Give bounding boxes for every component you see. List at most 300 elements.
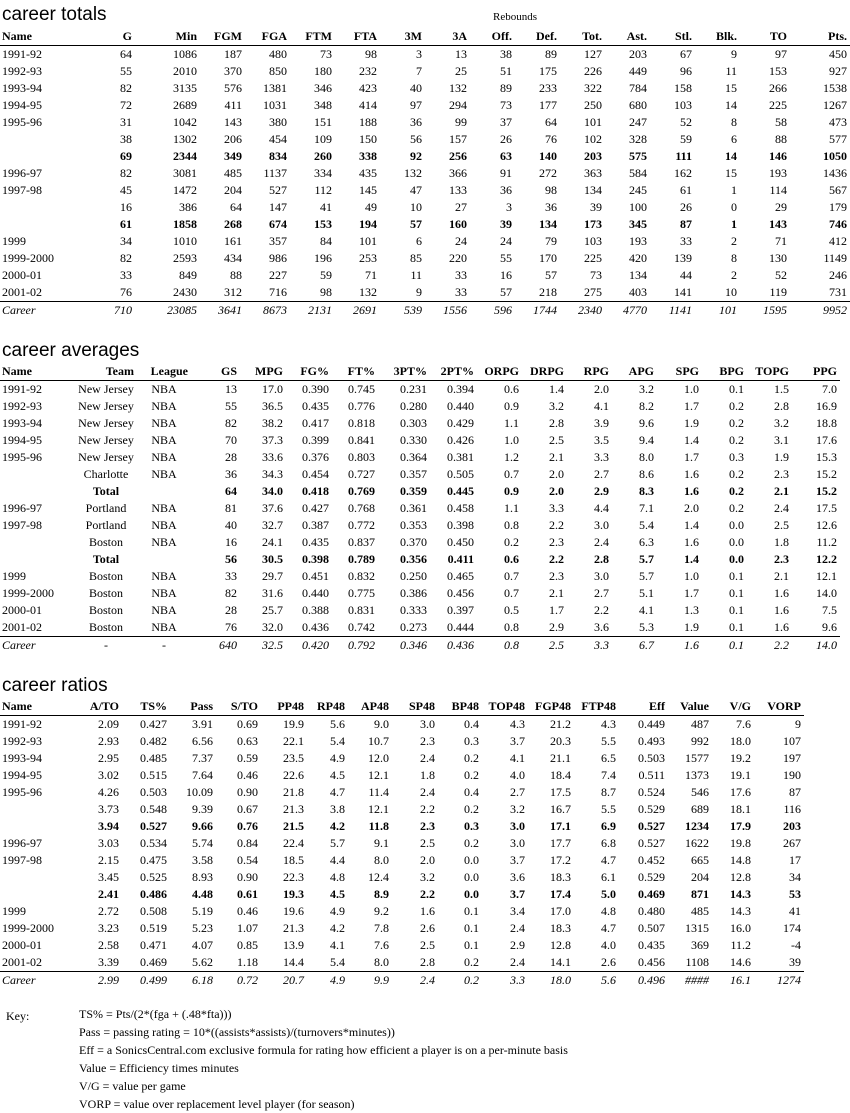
table-cell: 0.503 <box>638 751 665 765</box>
table-cell: 204 <box>224 183 242 197</box>
table-cell: 55 <box>225 399 237 413</box>
table-cell: 17.4 <box>550 887 571 901</box>
table-cell: 731 <box>829 285 847 299</box>
table-cell: 2.5 <box>420 836 435 850</box>
table-cell: 17.5 <box>816 501 837 515</box>
table-cell: 0.2 <box>504 535 519 549</box>
table-cell: 2344 <box>173 149 197 163</box>
table-cell: 0.3 <box>464 734 479 748</box>
table-cell: 53 <box>789 887 801 901</box>
table-cell: 3.6 <box>510 870 525 884</box>
table-cell <box>0 199 80 216</box>
table-cell: 3.5 <box>594 433 609 447</box>
table-cell: 927 <box>829 64 847 78</box>
table-cell: 370 <box>224 64 242 78</box>
table-cell: 5.1 <box>639 586 654 600</box>
table-cell: 24.1 <box>262 535 283 549</box>
column-header: PPG <box>792 363 840 381</box>
table-cell: 0.2 <box>464 836 479 850</box>
table-cell: 8.9 <box>374 887 389 901</box>
table-cell: 0.346 <box>378 637 430 655</box>
table-cell: 233 <box>539 81 557 95</box>
table-cell: 0.63 <box>237 734 258 748</box>
table-cell: 328 <box>629 132 647 146</box>
table-cell: 2.8 <box>549 416 564 430</box>
column-header: League <box>137 363 191 381</box>
table-cell: 2.8 <box>594 552 609 566</box>
table-cell: 986 <box>269 251 287 265</box>
table-cell: 584 <box>629 166 647 180</box>
table-cell: 0.398 <box>302 552 329 566</box>
table-cell: 23085 <box>135 302 200 320</box>
table-cell: 1538 <box>823 81 847 95</box>
table-cell: 2.3 <box>774 467 789 481</box>
table-cell: 1373 <box>685 768 709 782</box>
table-cell: 0.768 <box>348 501 375 515</box>
table-cell: 2.0 <box>684 501 699 515</box>
table-cell: 22.6 <box>283 768 304 782</box>
table-cell: 141 <box>674 285 692 299</box>
table-cell: NBA <box>151 518 177 532</box>
table-cell: - <box>75 637 137 655</box>
table-cell: 3.73 <box>98 802 119 816</box>
table-cell: 33 <box>225 569 237 583</box>
table-cell: 9.2 <box>374 904 389 918</box>
table-cell: 19.9 <box>283 717 304 731</box>
table-cell: 0.475 <box>140 853 167 867</box>
table-cell: 9.1 <box>374 836 389 850</box>
table-cell: 71 <box>365 268 377 282</box>
table-cell: 0.280 <box>400 399 427 413</box>
table-cell: 64 <box>120 47 132 61</box>
table-cell: 3.8 <box>330 802 345 816</box>
table-cell: 0.527 <box>638 819 665 833</box>
table-cell: 37 <box>500 115 512 129</box>
table-cell: 2.0 <box>420 853 435 867</box>
table-cell: 0.2 <box>729 501 744 515</box>
table-cell: 1031 <box>263 98 287 112</box>
table-cell: NBA <box>151 450 177 464</box>
table-cell: 6.8 <box>601 836 616 850</box>
table-cell: 15.2 <box>816 484 837 498</box>
table-cell: 8673 <box>245 302 290 320</box>
table-cell: 4.1 <box>330 938 345 952</box>
table-cell: 473 <box>829 115 847 129</box>
table-cell: 160 <box>449 217 467 231</box>
table-cell: 30.5 <box>262 552 283 566</box>
table-cell: 1381 <box>263 81 287 95</box>
table-cell: 1993-94 <box>2 416 42 430</box>
table-cell: 247 <box>629 115 647 129</box>
table-cell: 1.6 <box>684 535 699 549</box>
table-row <box>0 284 850 302</box>
table-cell: 267 <box>783 836 801 850</box>
table-cell: 11.2 <box>816 535 837 549</box>
table-cell: 1.9 <box>684 416 699 430</box>
table-cell: 7 <box>416 64 422 78</box>
table-cell: 196 <box>314 251 332 265</box>
table-cell: 3.3 <box>594 450 609 464</box>
table-cell: 2.9 <box>549 620 564 634</box>
table-cell: 45 <box>120 183 132 197</box>
table-cell: 21.3 <box>283 802 304 816</box>
table-cell: 7.6 <box>374 938 389 952</box>
table-cell: 0.330 <box>400 433 427 447</box>
table-cell: 206 <box>224 132 242 146</box>
table-cell: 132 <box>404 166 422 180</box>
table-cell: 6.1 <box>601 870 616 884</box>
table-cell: 4.0 <box>510 768 525 782</box>
table-cell: 82 <box>225 586 237 600</box>
table-cell: 18.4 <box>550 768 571 782</box>
table-cell: 8.3 <box>639 484 654 498</box>
table-row <box>0 733 804 750</box>
table-cell: 0.454 <box>302 467 329 481</box>
table-cell: 47 <box>410 183 422 197</box>
column-header: FTP48 <box>574 698 619 716</box>
table-cell: 1995-96 <box>2 785 42 799</box>
table-cell: 2.1 <box>549 450 564 464</box>
table-cell: 139 <box>674 251 692 265</box>
table-cell: 11.4 <box>368 785 389 799</box>
table-cell: 2 <box>731 268 737 282</box>
table-cell: 1991-92 <box>2 382 42 396</box>
table-cell: 2.99 <box>65 972 122 990</box>
table-cell: 357 <box>269 234 287 248</box>
table-cell: 1.1 <box>504 416 519 430</box>
table-cell: 386 <box>179 200 197 214</box>
table-cell: 28 <box>225 450 237 464</box>
key-line-vorp: VORP = value over replacement level player (for season) <box>79 1097 355 1111</box>
table-cell: 0.46 <box>237 904 258 918</box>
table-cell: 2.4 <box>420 751 435 765</box>
table-cell: 91 <box>500 166 512 180</box>
table-row <box>0 534 840 551</box>
table-cell: 1.7 <box>684 450 699 464</box>
table-cell: 16.0 <box>730 921 751 935</box>
column-header: TOPG <box>747 363 792 381</box>
table-cell: 79 <box>545 234 557 248</box>
table-cell: 1137 <box>263 166 287 180</box>
table-cell: 16.9 <box>816 399 837 413</box>
table-cell: 17.0 <box>262 382 283 396</box>
table-cell: 69 <box>120 149 132 163</box>
table-cell: 1997-98 <box>2 853 42 867</box>
table-cell: 0.471 <box>140 938 167 952</box>
table-cell: 22.1 <box>283 734 304 748</box>
table-cell: 250 <box>584 98 602 112</box>
table-cell: 3641 <box>200 302 245 320</box>
table-row <box>0 835 804 852</box>
table-cell: 403 <box>629 285 647 299</box>
table-row <box>0 568 840 585</box>
table-cell: 98 <box>320 285 332 299</box>
table-cell: 203 <box>629 47 647 61</box>
table-cell: 0.841 <box>348 433 375 447</box>
table-cell: 133 <box>449 183 467 197</box>
table-cell: 0.46 <box>237 768 258 782</box>
table-cell: 37.3 <box>262 433 283 447</box>
table-cell: 14 <box>725 149 737 163</box>
table-cell: 12.0 <box>368 751 389 765</box>
table-cell: 1042 <box>173 115 197 129</box>
table-cell: 1.5 <box>774 382 789 396</box>
column-header: Value <box>668 698 712 716</box>
table-cell: Boston <box>88 535 123 549</box>
table-cell: 87 <box>680 217 692 231</box>
table-cell: 2.5 <box>420 938 435 952</box>
table-cell: 0.776 <box>348 399 375 413</box>
table-cell: NBA <box>151 433 177 447</box>
table-cell: 7.8 <box>374 921 389 935</box>
table-cell: 179 <box>829 200 847 214</box>
table-cell: 1050 <box>823 149 847 163</box>
table-cell: 0.7 <box>504 586 519 600</box>
table-cell: 14.0 <box>792 637 840 655</box>
table-cell: 24 <box>455 234 467 248</box>
table-cell: 849 <box>179 268 197 282</box>
table-cell: 3.7 <box>510 887 525 901</box>
table-cell: 97 <box>410 98 422 112</box>
table-row <box>0 80 850 97</box>
table-cell: 414 <box>359 98 377 112</box>
table-cell: 1999-2000 <box>2 586 54 600</box>
table-cell: 256 <box>449 149 467 163</box>
table-row <box>0 165 850 182</box>
table-cell: NBA <box>151 586 177 600</box>
table-cell: 784 <box>629 81 647 95</box>
table-cell: 5.5 <box>601 802 616 816</box>
table-cell: 7.0 <box>822 382 837 396</box>
table-cell: 2000-01 <box>2 603 42 617</box>
table-cell: 1595 <box>740 302 790 320</box>
column-header: Blk. <box>695 28 740 46</box>
table-cell: 0.493 <box>638 734 665 748</box>
table-cell: 15 <box>725 81 737 95</box>
table-cell: 1436 <box>823 166 847 180</box>
table-cell: 33 <box>455 268 467 282</box>
table-cell: 0.2 <box>464 768 479 782</box>
table-cell: 480 <box>269 47 287 61</box>
table-cell: 420 <box>629 251 647 265</box>
column-header: BPG <box>702 363 747 381</box>
table-cell <box>0 801 65 818</box>
table-cell: 26 <box>680 200 692 214</box>
table-cell: 260 <box>314 149 332 163</box>
table-cell: 2.3 <box>420 819 435 833</box>
column-header: FGP48 <box>528 698 574 716</box>
table-cell: 1302 <box>173 132 197 146</box>
table-cell: 1 <box>731 183 737 197</box>
table-cell: 1996-97 <box>2 166 42 180</box>
key-line-ts: TS% = Pts/(2*(fga + (.48*fta))) <box>79 1007 232 1021</box>
table-cell: 44 <box>680 268 692 282</box>
table-cell: 992 <box>691 734 709 748</box>
table-cell: 2.8 <box>774 399 789 413</box>
table-cell: 16 <box>500 268 512 282</box>
table-cell: 3.7 <box>510 853 525 867</box>
table-cell: 338 <box>359 149 377 163</box>
table-cell: 13 <box>455 47 467 61</box>
table-cell: 1.0 <box>684 569 699 583</box>
table-cell: 52 <box>775 268 787 282</box>
table-cell: 41 <box>789 904 801 918</box>
table-cell: 294 <box>449 98 467 112</box>
table-cell: 0.450 <box>447 535 474 549</box>
table-cell: 0.3 <box>464 819 479 833</box>
table-cell: 2.4 <box>510 921 525 935</box>
table-cell: 2.5 <box>522 637 567 655</box>
table-cell: 1.6 <box>774 603 789 617</box>
column-header: AP48 <box>348 698 392 716</box>
table-cell: 2.7 <box>594 586 609 600</box>
table-cell: 100 <box>629 200 647 214</box>
table-cell: 2.4 <box>392 972 438 990</box>
table-cell: 369 <box>691 938 709 952</box>
key-line-vg: V/G = value per game <box>79 1079 186 1093</box>
table-cell: 187 <box>224 47 242 61</box>
table-cell: 0.496 <box>619 972 668 990</box>
table-cell: 0.0 <box>729 535 744 549</box>
table-cell: 134 <box>629 268 647 282</box>
table-cell: 322 <box>584 81 602 95</box>
table-cell: 82 <box>120 251 132 265</box>
table-cell: 4.8 <box>330 870 345 884</box>
table-cell: 3.2 <box>549 399 564 413</box>
table-cell: NBA <box>151 535 177 549</box>
table-cell: 0.452 <box>638 853 665 867</box>
table-cell: 150 <box>359 132 377 146</box>
table-cell: 73 <box>500 98 512 112</box>
table-row <box>0 716 804 734</box>
table-cell: 0.0 <box>729 518 744 532</box>
table-cell: 0.435 <box>638 938 665 952</box>
column-header: 3PT% <box>378 363 430 381</box>
table-cell: 1.6 <box>774 620 789 634</box>
table-cell: 14.3 <box>730 904 751 918</box>
table-cell: 3.02 <box>98 768 119 782</box>
table-cell: 2.2 <box>420 887 435 901</box>
table-cell: 871 <box>691 887 709 901</box>
table-cell: NBA <box>151 399 177 413</box>
table-cell: 34 <box>120 234 132 248</box>
table-row <box>0 250 850 267</box>
table-cell: 0.61 <box>237 887 258 901</box>
table-cell: 56 <box>410 132 422 146</box>
table-cell: 0.333 <box>400 603 427 617</box>
table-cell: 0.420 <box>286 637 332 655</box>
table-cell: 31.6 <box>262 586 283 600</box>
table-cell: 225 <box>584 251 602 265</box>
table-cell: 346 <box>314 81 332 95</box>
table-cell: 5.7 <box>330 836 345 850</box>
column-header: 3A <box>425 28 470 46</box>
table-cell: Career <box>0 302 80 320</box>
table-cell: 67 <box>680 47 692 61</box>
table-cell: 8.6 <box>639 467 654 481</box>
table-cell: 0.399 <box>302 433 329 447</box>
table-cell: 84 <box>320 234 332 248</box>
table-cell: 0.1 <box>729 603 744 617</box>
table-cell: 0.499 <box>122 972 170 990</box>
table-cell: 8.7 <box>601 785 616 799</box>
table-cell: 17.7 <box>550 836 571 850</box>
table-cell: 4.26 <box>98 785 119 799</box>
table-cell: 576 <box>224 81 242 95</box>
table-cell: NBA <box>151 382 177 396</box>
table-cell: 12.4 <box>368 870 389 884</box>
table-cell: 36.5 <box>262 399 283 413</box>
table-cell <box>0 131 80 148</box>
column-header: RP48 <box>307 698 348 716</box>
table-cell: 0.361 <box>400 501 427 515</box>
table-cell: 3.91 <box>192 717 213 731</box>
table-cell: 2.3 <box>420 734 435 748</box>
table-cell: 0.84 <box>237 836 258 850</box>
table-cell: 0.76 <box>237 819 258 833</box>
table-cell: 5.4 <box>330 955 345 969</box>
table-cell: 9.9 <box>348 972 392 990</box>
table-cell: 17.6 <box>730 785 751 799</box>
table-cell: 2.58 <box>98 938 119 952</box>
table-cell: 4770 <box>605 302 650 320</box>
table-cell: 1 <box>731 217 737 231</box>
table-cell: 0.837 <box>348 535 375 549</box>
table-cell: 10 <box>725 285 737 299</box>
table-row <box>0 517 840 534</box>
table-cell: 2.1 <box>774 569 789 583</box>
table-cell: 850 <box>269 64 287 78</box>
table-cell: 4.9 <box>330 904 345 918</box>
table-cell: 116 <box>783 802 801 816</box>
table-cell: 4.48 <box>192 887 213 901</box>
table-cell: 132 <box>449 81 467 95</box>
table-cell: New Jersey <box>78 450 134 464</box>
table-cell: 226 <box>584 64 602 78</box>
table-row <box>0 920 804 937</box>
table-cell: 76 <box>225 620 237 634</box>
table-cell: 36 <box>225 467 237 481</box>
table-cell: 37.6 <box>262 501 283 515</box>
table-cell: 107 <box>783 734 801 748</box>
column-header: Pass <box>170 698 216 716</box>
table-cell: 8.0 <box>374 853 389 867</box>
table-cell: 0.418 <box>302 484 329 498</box>
table-cell: 0.0 <box>729 552 744 566</box>
table-cell: 114 <box>769 183 787 197</box>
table-cell: 5.62 <box>192 955 213 969</box>
table-cell: 7.4 <box>601 768 616 782</box>
table-cell: 32.5 <box>240 637 286 655</box>
column-header: TOP48 <box>482 698 528 716</box>
table-row <box>0 767 804 784</box>
table-cell: 0.353 <box>400 518 427 532</box>
table-cell: 2689 <box>173 98 197 112</box>
table-cell: 17.1 <box>550 819 571 833</box>
total-row <box>0 886 804 903</box>
table-cell: 27 <box>455 200 467 214</box>
table-cell: 87 <box>789 785 801 799</box>
table-cell: 103 <box>584 234 602 248</box>
table-cell: 0.527 <box>140 819 167 833</box>
table-cell: 1993-94 <box>2 751 42 765</box>
table-cell <box>0 148 80 165</box>
table-cell: 716 <box>269 285 287 299</box>
table-cell: 6 <box>416 234 422 248</box>
table-cell: 0.505 <box>447 467 474 481</box>
table-cell: 1.7 <box>549 603 564 617</box>
table-cell: 11.2 <box>730 938 751 952</box>
